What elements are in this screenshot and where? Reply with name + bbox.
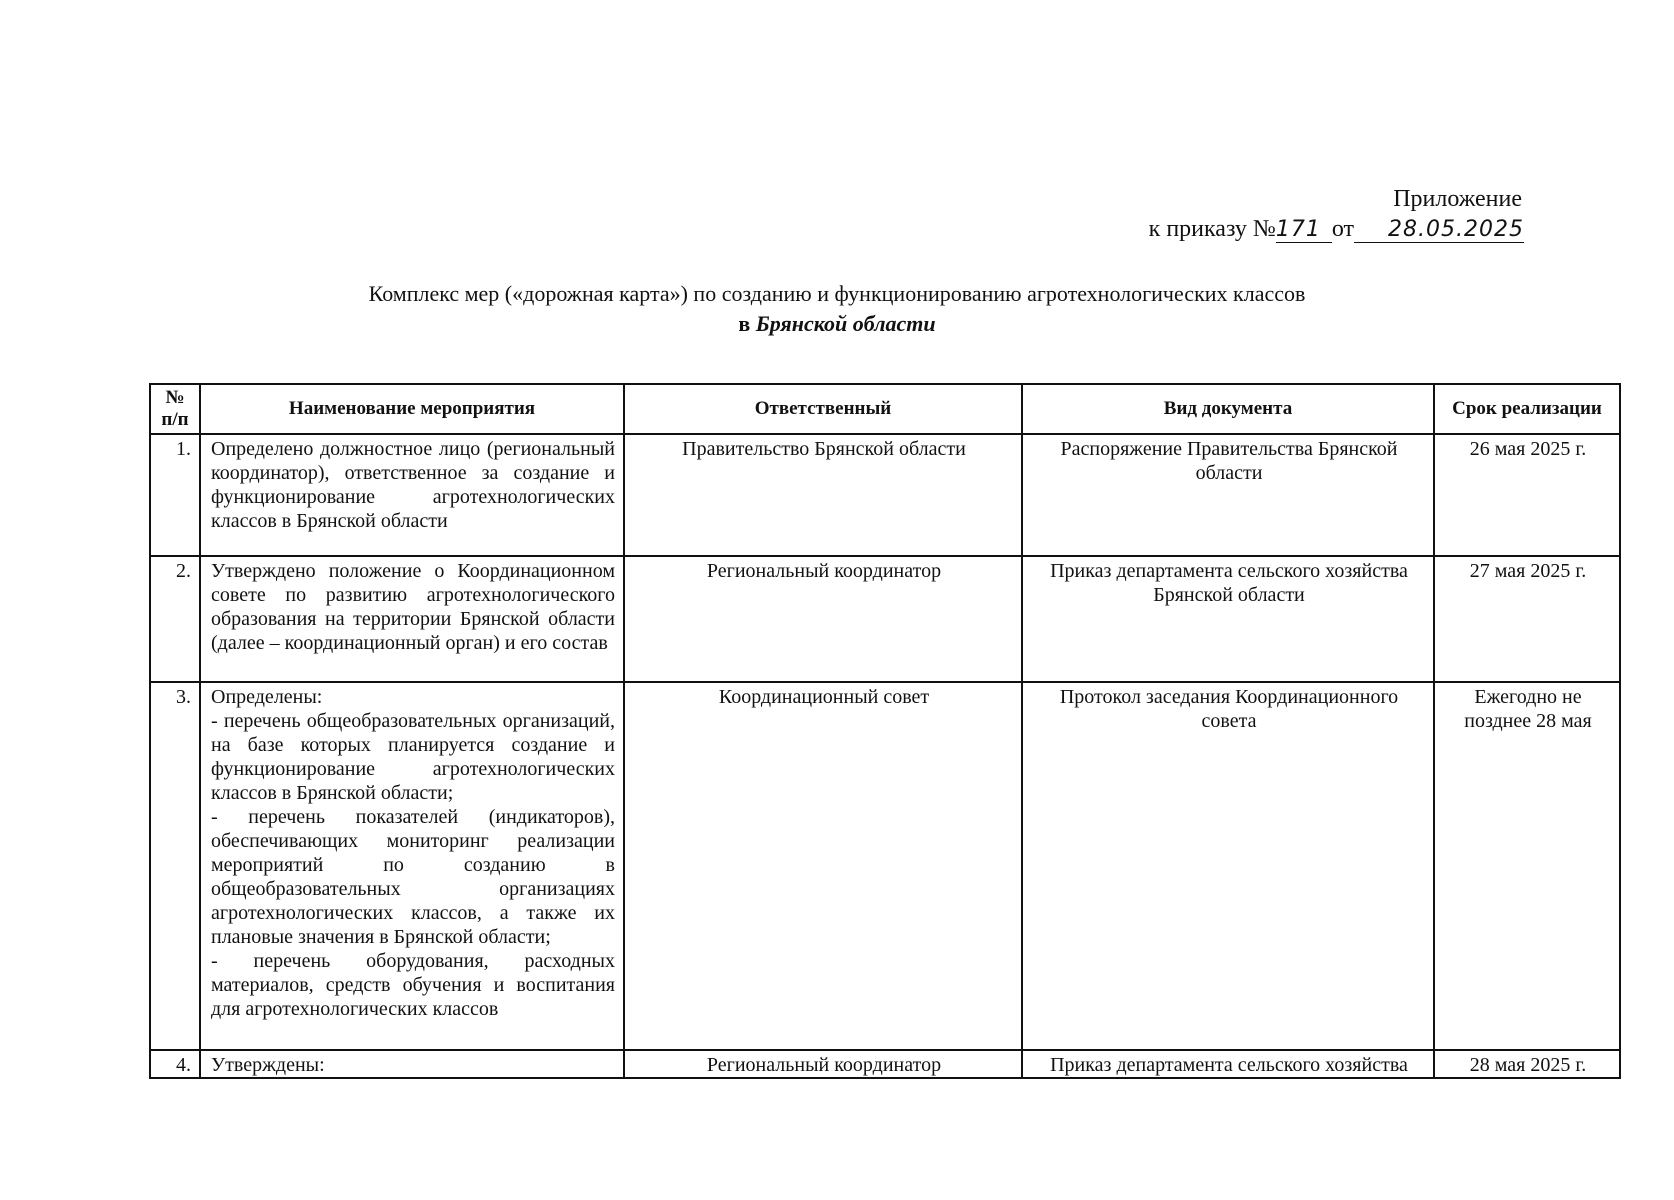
table-header-row [150, 384, 1620, 434]
appendix-title: Приложение [1393, 186, 1522, 212]
row-event [200, 434, 624, 556]
row-responsible: Региональный координатор [624, 1050, 1022, 1078]
title-region: Брянской области [755, 311, 936, 336]
appendix-header [1149, 184, 1524, 244]
table-row [150, 1050, 1620, 1078]
row-event [200, 556, 624, 682]
row-deadline: 26 мая 2025 г. [1434, 434, 1620, 556]
row-doc-type: Распоряжение Правительства Брянской области [1022, 434, 1434, 556]
order-prefix: к приказу № [1148, 216, 1276, 242]
header-event: Наименование мероприятия [200, 384, 624, 434]
row-deadline: 27 мая 2025 г. [1434, 556, 1620, 682]
row-doc-type: Приказ департамента сельского хозяйства Брянской области [1022, 556, 1434, 682]
event-line: Утверждено положение о Координационном совете по развитию агротехнологического образования на территории Брянской области (далее – координационный орган) и его состав [211, 560, 615, 654]
title-line-1: Комплекс мер («дорожная карта») по созданию и функционированию агротехнологических классов [368, 281, 1306, 306]
event-line: - перечень показателей (индикаторов), обеспечивающих мониторинг реализации мероприятий по созданию в общеобразовательных организациях агротехнологических классов, а также их плановые значения в Брянской области; [211, 806, 615, 948]
row-number: 2. [150, 556, 200, 682]
table-row [150, 682, 1620, 1050]
row-deadline: 28 мая 2025 г. [1434, 1050, 1620, 1078]
event-line: Утверждены: [211, 1054, 325, 1076]
header-num: № п/п [150, 384, 200, 434]
order-date: 28.05.2025 [1354, 218, 1524, 243]
roadmap-table [149, 383, 1621, 1079]
document-title [0, 279, 1674, 339]
row-number: 3. [150, 682, 200, 1050]
row-doc-type: Приказ департамента сельского хозяйства [1022, 1050, 1434, 1078]
header-deadline: Срок реализации [1434, 384, 1620, 434]
row-number: 4. [150, 1050, 200, 1078]
title-line-2 [0, 309, 1674, 339]
table-row [150, 434, 1620, 556]
table-row [150, 556, 1620, 682]
event-line: - перечень общеобразовательных организаций, на базе которых планируется создание и функционирование агротехнологических классов в Брянской области; [211, 710, 615, 804]
row-doc-type: Протокол заседания Координационного совета [1022, 682, 1434, 1050]
event-line: Определены: [211, 686, 323, 708]
title-line-2-prefix: в [738, 311, 756, 336]
header-responsible: Ответственный [624, 384, 1022, 434]
row-deadline: Ежегодно не позднее 28 мая [1434, 682, 1620, 1050]
row-responsible: Правительство Брянской области [624, 434, 1022, 556]
event-line: Определено должностное лицо (региональный координатор), ответственное за создание и функционирование агротехнологических классов в Брянской области [211, 438, 615, 532]
header-doc-type: Вид документа [1022, 384, 1434, 434]
date-prefix: от [1331, 216, 1354, 242]
row-event [200, 1050, 624, 1078]
row-number: 1. [150, 434, 200, 556]
row-event [200, 682, 624, 1050]
appendix-order-line [1149, 214, 1524, 244]
row-responsible: Координационный совет [624, 682, 1022, 1050]
row-responsible: Региональный координатор [624, 556, 1022, 682]
event-line: - перечень оборудования, расходных материалов, средств обучения и воспитания для агротехнологических классов [211, 950, 615, 1020]
order-number: 171 [1276, 218, 1332, 243]
